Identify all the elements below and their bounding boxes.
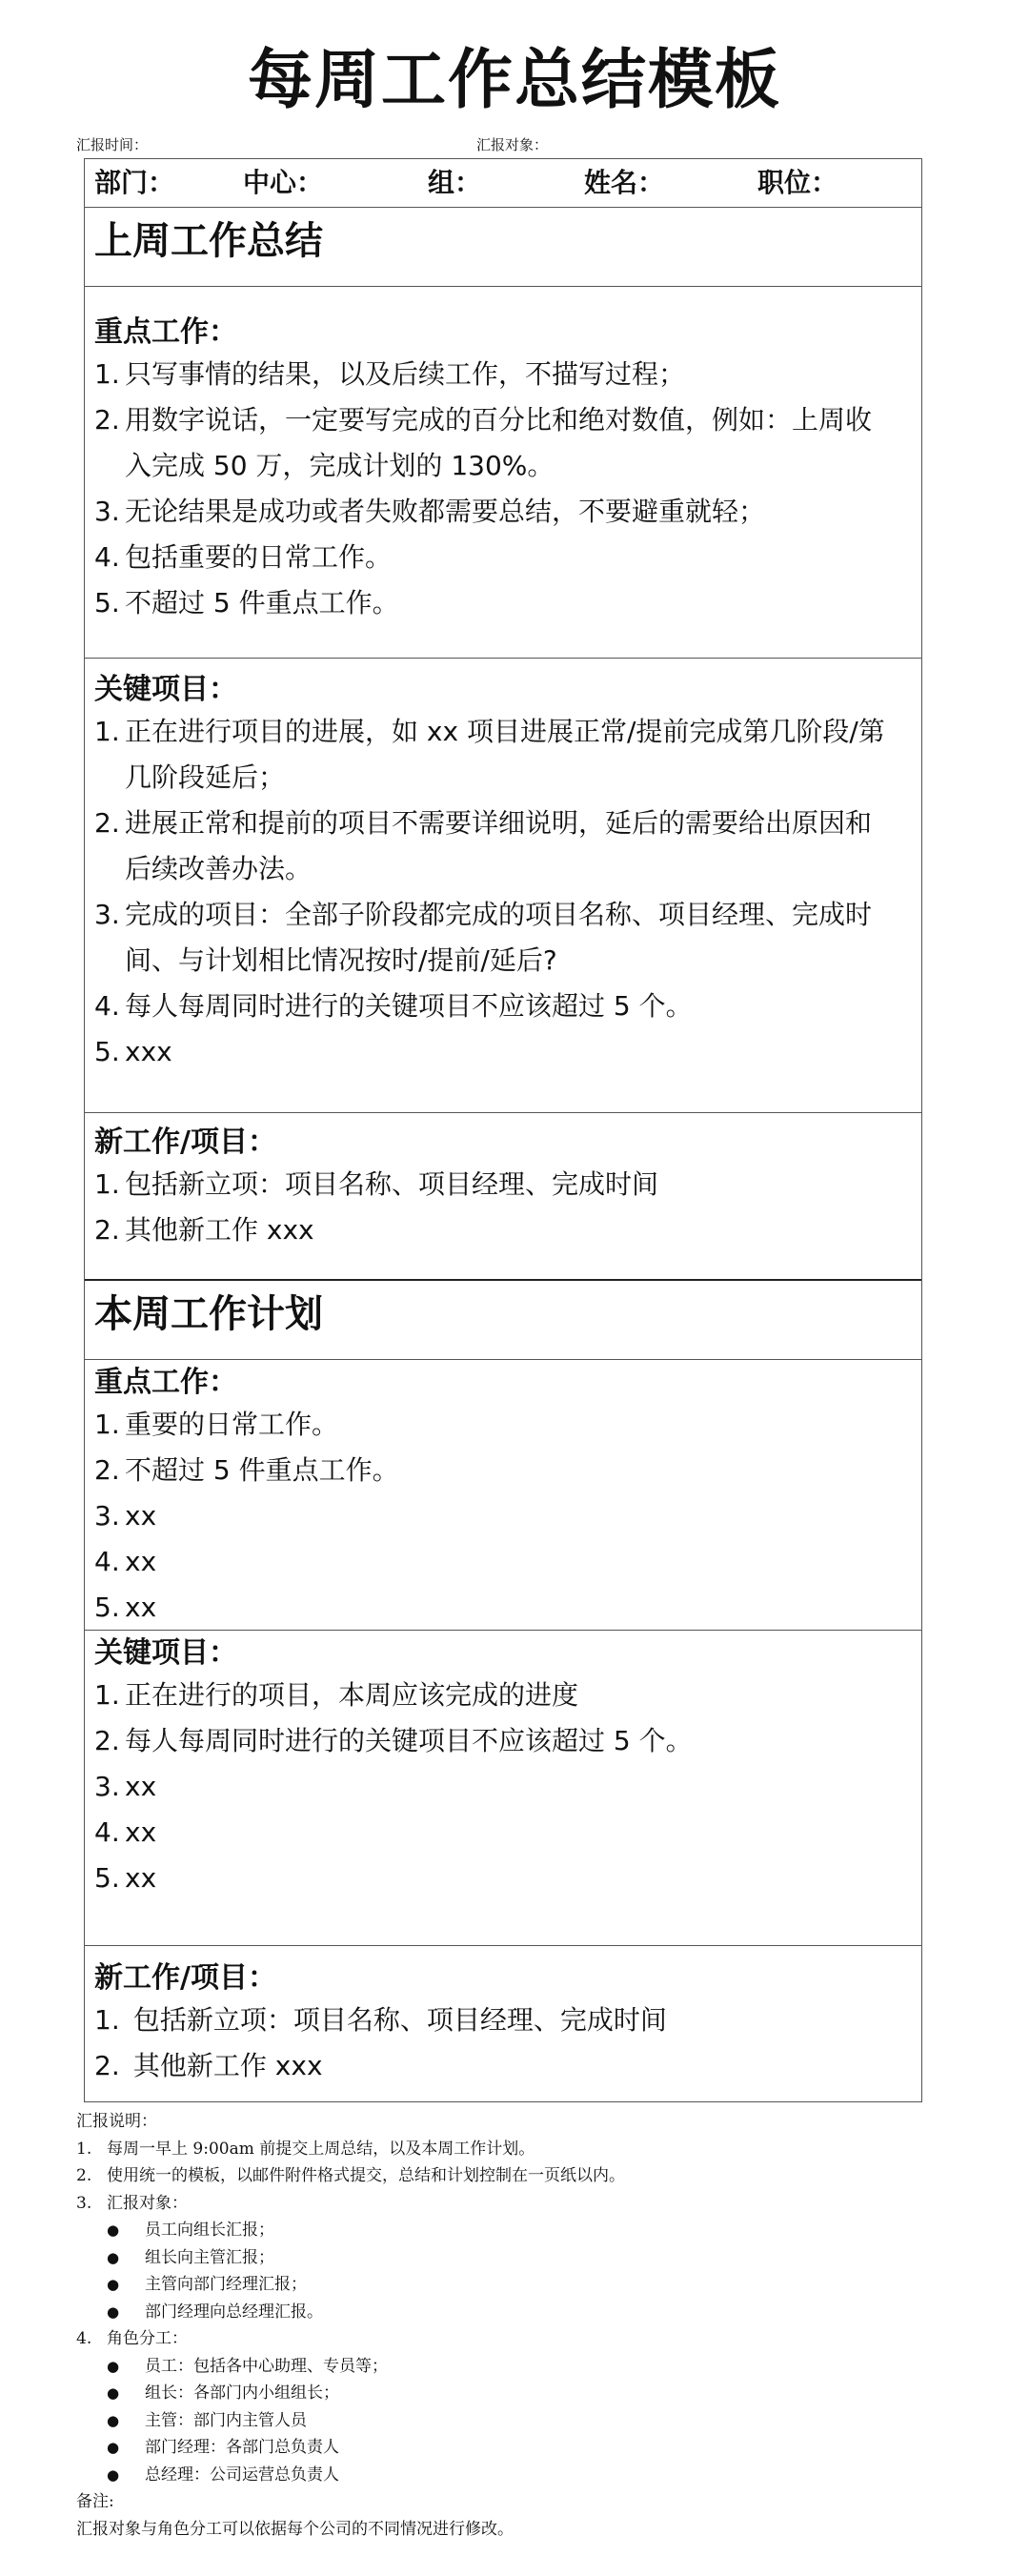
list-item: 4. xx bbox=[94, 1546, 157, 1577]
bullet-icon: ● bbox=[107, 2465, 120, 2484]
list-item: 3. xx bbox=[94, 1500, 157, 1531]
list-item: 2. 用数字说话，一定要写完成的百分比和绝对数值，例如：上周收 入完成 50 万，完成计划的 130%。 bbox=[94, 404, 873, 481]
divider bbox=[85, 207, 921, 208]
bullet-icon: ● bbox=[107, 2357, 120, 2375]
list-item: 5. 不超过 5 件重点工作。 bbox=[94, 587, 399, 619]
divider bbox=[85, 1279, 921, 1281]
report-target-label: 汇报对象： bbox=[476, 136, 549, 153]
list-item: 1. 重要的日常工作。 bbox=[94, 1409, 339, 1440]
name-label: 姓名： bbox=[584, 167, 665, 198]
bullet-icon: ● bbox=[107, 2302, 120, 2321]
last-week-key-projects-heading: 关键项目： bbox=[94, 673, 237, 706]
note-bullet: ● 总经理：公司运营总负责人 bbox=[76, 2462, 934, 2489]
divider bbox=[85, 1359, 921, 1360]
list-item: 1. 正在进行项目的进展，如 xx 项目进展正常/提前完成第几阶段/第 几阶段延后； bbox=[94, 716, 885, 793]
note-bullet: ● 组长：各部门内小组组长； bbox=[76, 2380, 934, 2407]
divider bbox=[85, 286, 921, 287]
this-week-new-work-heading: 新工作/项目： bbox=[94, 1961, 276, 1995]
bullet-icon: ● bbox=[107, 2439, 120, 2456]
list-item: 2. 其他新工作 xxx bbox=[94, 2050, 323, 2081]
list-item: 1. 包括新立项：项目名称、项目经理、完成时间 bbox=[94, 2004, 667, 2036]
note-item: 3. 汇报对象： bbox=[76, 2193, 188, 2213]
bullet-icon: ● bbox=[107, 2221, 120, 2239]
list-item: 4. xx bbox=[94, 1816, 157, 1848]
notes-heading: 汇报说明： bbox=[76, 2112, 157, 2131]
list-item: 3. xx bbox=[94, 1771, 157, 1802]
department-label: 部门： bbox=[94, 167, 175, 198]
list-item: 1. 只写事情的结果，以及后续工作，不描写过程； bbox=[94, 358, 686, 390]
list-item: 3. 无论结果是成功或者失败都需要总结，不要避重就轻； bbox=[94, 496, 766, 527]
last-week-key-work-section bbox=[85, 314, 921, 626]
remark-text: 汇报对象与角色分工可以依据每个公司的不同情况进行修改。 bbox=[76, 2519, 514, 2539]
divider bbox=[85, 658, 921, 659]
list-item: 5. xx bbox=[94, 1592, 157, 1623]
page-title: 每周工作总结模板 bbox=[247, 43, 781, 118]
list-item: 5. xx bbox=[94, 1862, 157, 1894]
bullet-icon: ● bbox=[107, 2384, 120, 2402]
list-item: 1. 包括新立项：项目名称、项目经理、完成时间 bbox=[94, 1168, 659, 1200]
list-item: 2. 每人每周同时进行的关键项目不应该超过 5 个。 bbox=[94, 1725, 693, 1756]
group-label: 组： bbox=[428, 167, 482, 198]
position-label: 职位： bbox=[757, 167, 838, 198]
this-week-heading: 本周工作计划 bbox=[94, 1292, 323, 1336]
bullet-icon: ● bbox=[107, 2276, 120, 2293]
last-week-new-work-heading: 新工作/项目： bbox=[94, 1126, 276, 1159]
note-bullet: ● 员工向组长汇报； bbox=[76, 2217, 934, 2244]
last-week-new-work-section bbox=[85, 1124, 921, 1253]
list-item: 2. 进展正常和提前的项目不需要详细说明，延后的需要给出原因和 后续改善办法。 bbox=[94, 807, 873, 884]
divider bbox=[85, 1112, 921, 1113]
report-notes bbox=[76, 2108, 934, 2543]
bullet-icon: ● bbox=[107, 2411, 120, 2429]
center-label: 中心： bbox=[243, 167, 324, 198]
list-item: 2. 不超过 5 件重点工作。 bbox=[94, 1454, 399, 1486]
last-week-key-work-heading: 重点工作： bbox=[94, 315, 237, 349]
note-bullet: ● 主管：部门内主管人员 bbox=[76, 2407, 934, 2435]
note-item: 1. 每周一早上 9:00am 前提交上周总结，以及本周工作计划。 bbox=[76, 2139, 535, 2159]
this-week-key-projects-section bbox=[85, 1634, 921, 1901]
this-week-new-work-section bbox=[85, 1959, 921, 2089]
list-item: 1. 正在进行的项目，本周应该完成的进度 bbox=[94, 1679, 579, 1711]
list-item: 4. 包括重要的日常工作。 bbox=[94, 541, 393, 573]
divider bbox=[85, 1630, 921, 1631]
note-bullet: ● 部门经理向总经理汇报。 bbox=[76, 2299, 934, 2326]
this-week-key-projects-heading: 关键项目： bbox=[94, 1636, 237, 1670]
list-item: 2. 其他新工作 xxx bbox=[94, 1214, 314, 1246]
last-week-heading: 上周工作总结 bbox=[94, 219, 323, 263]
remark-heading: 备注: bbox=[76, 2492, 114, 2511]
this-week-key-work-section bbox=[85, 1364, 921, 1631]
report-time-label: 汇报时间： bbox=[76, 136, 149, 153]
list-item: 3. 完成的项目：全部子阶段都完成的项目名称、项目经理、完成时 间、与计划相比情况按时/提前/延后? bbox=[94, 899, 873, 976]
bullet-icon: ● bbox=[107, 2248, 120, 2266]
info-row bbox=[85, 159, 921, 207]
last-week-key-projects-section bbox=[85, 671, 921, 1075]
divider bbox=[85, 1945, 921, 1946]
note-bullet: ● 部门经理：各部门总负责人 bbox=[76, 2434, 934, 2462]
list-item: 5. xxx bbox=[94, 1036, 172, 1067]
note-item: 4. 角色分工： bbox=[76, 2329, 188, 2348]
note-item: 2. 使用统一的模板，以邮件附件格式提交，总结和计划控制在一页纸以内。 bbox=[76, 2166, 625, 2185]
note-bullet: ● 主管向部门经理汇报； bbox=[76, 2271, 934, 2299]
note-bullet: ● 组长向主管汇报； bbox=[76, 2244, 934, 2272]
note-bullet: ● 员工：包括各中心助理、专员等； bbox=[76, 2353, 934, 2381]
list-item: 4. 每人每周同时进行的关键项目不应该超过 5 个。 bbox=[94, 990, 693, 1022]
this-week-key-work-heading: 重点工作： bbox=[94, 1366, 237, 1399]
summary-table bbox=[84, 158, 922, 2102]
